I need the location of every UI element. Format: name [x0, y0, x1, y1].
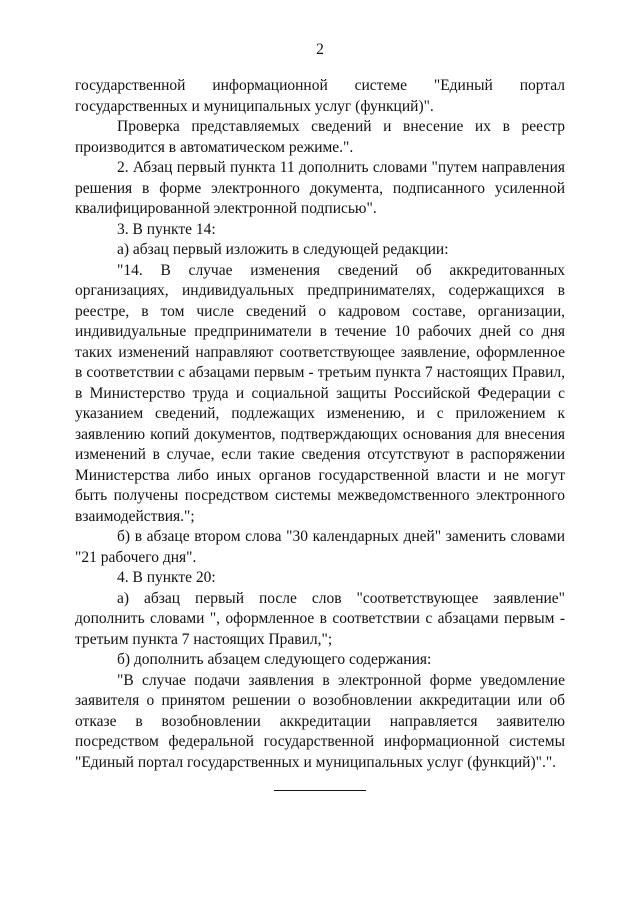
paragraph-automatic-check: Проверка представляемых сведений и внесение их в реестр производится в автоматическом режиме.". — [75, 118, 565, 156]
paragraph-item-3b: б) в абзаце втором слова "30 календарных дней" заменить словами "21 рабочего дня". — [75, 528, 565, 566]
paragraph-clause-14: "14. В случае изменения сведений об аккредитованных организациях, индивидуальных предпринимателях, содержащихся в реестре, в том числе сведений о кадровом составе, организации, индивидуальные предприниматели в течение 10 рабочих дней со дня таких изменений направляют соответствующее заявление, оформленное в соответствии с абзацами первым - третьим пункта 7 настоящих Правил, в Министерство труда и социальной защиты Российской Федерации с указанием сведений, подлежащих изменению, и с приложением к заявлению копий документов, подтверждающих основания для внесения изменений в случае, если такие сведения отсутствуют в распоряжении Министерства либо иных органов государственной власти и не могут быть получены посредством системы межведомственного электронного взаимодействия."; — [75, 261, 565, 525]
document-body — [75, 76, 565, 773]
paragraph-item-2: 2. Абзац первый пункта 11 дополнить словами "путем направления решения в форме электронного документа, подписанного усиленной квалифицированной электронной подписью". — [75, 159, 565, 217]
paragraph-item-4b: б) дополнить абзацем следующего содержания: — [117, 651, 432, 668]
paragraph-item-3a: а) абзац первый изложить в следующей редакции: — [117, 241, 449, 258]
end-divider-line — [274, 790, 366, 791]
paragraph-item-4-heading: 4. В пункте 20: — [117, 569, 216, 586]
paragraph-new-clause: "В случае подачи заявления в электронной форме уведомление заявителя о принятом решении о возобновлении аккредитации или об отказе в возобновлении аккредитации направляется заявителю посредством федеральной государственной информационной системы "Единый портал государственных и муниципальных услуг (функций)".". — [75, 671, 565, 771]
paragraph-item-4a: а) абзац первый после слов "соответствующее заявление" дополнить словами ", оформленное в соответствии с абзацами первым - третьим пункта 7 настоящих Правил,"; — [75, 589, 565, 648]
paragraph-portal-continuation: государственной информационной системе "Единый портал государственных и муниципальных услуг (функций)". — [75, 77, 565, 115]
page-number: 2 — [316, 41, 324, 58]
paragraph-item-3-heading: 3. В пункте 14: — [117, 220, 216, 238]
